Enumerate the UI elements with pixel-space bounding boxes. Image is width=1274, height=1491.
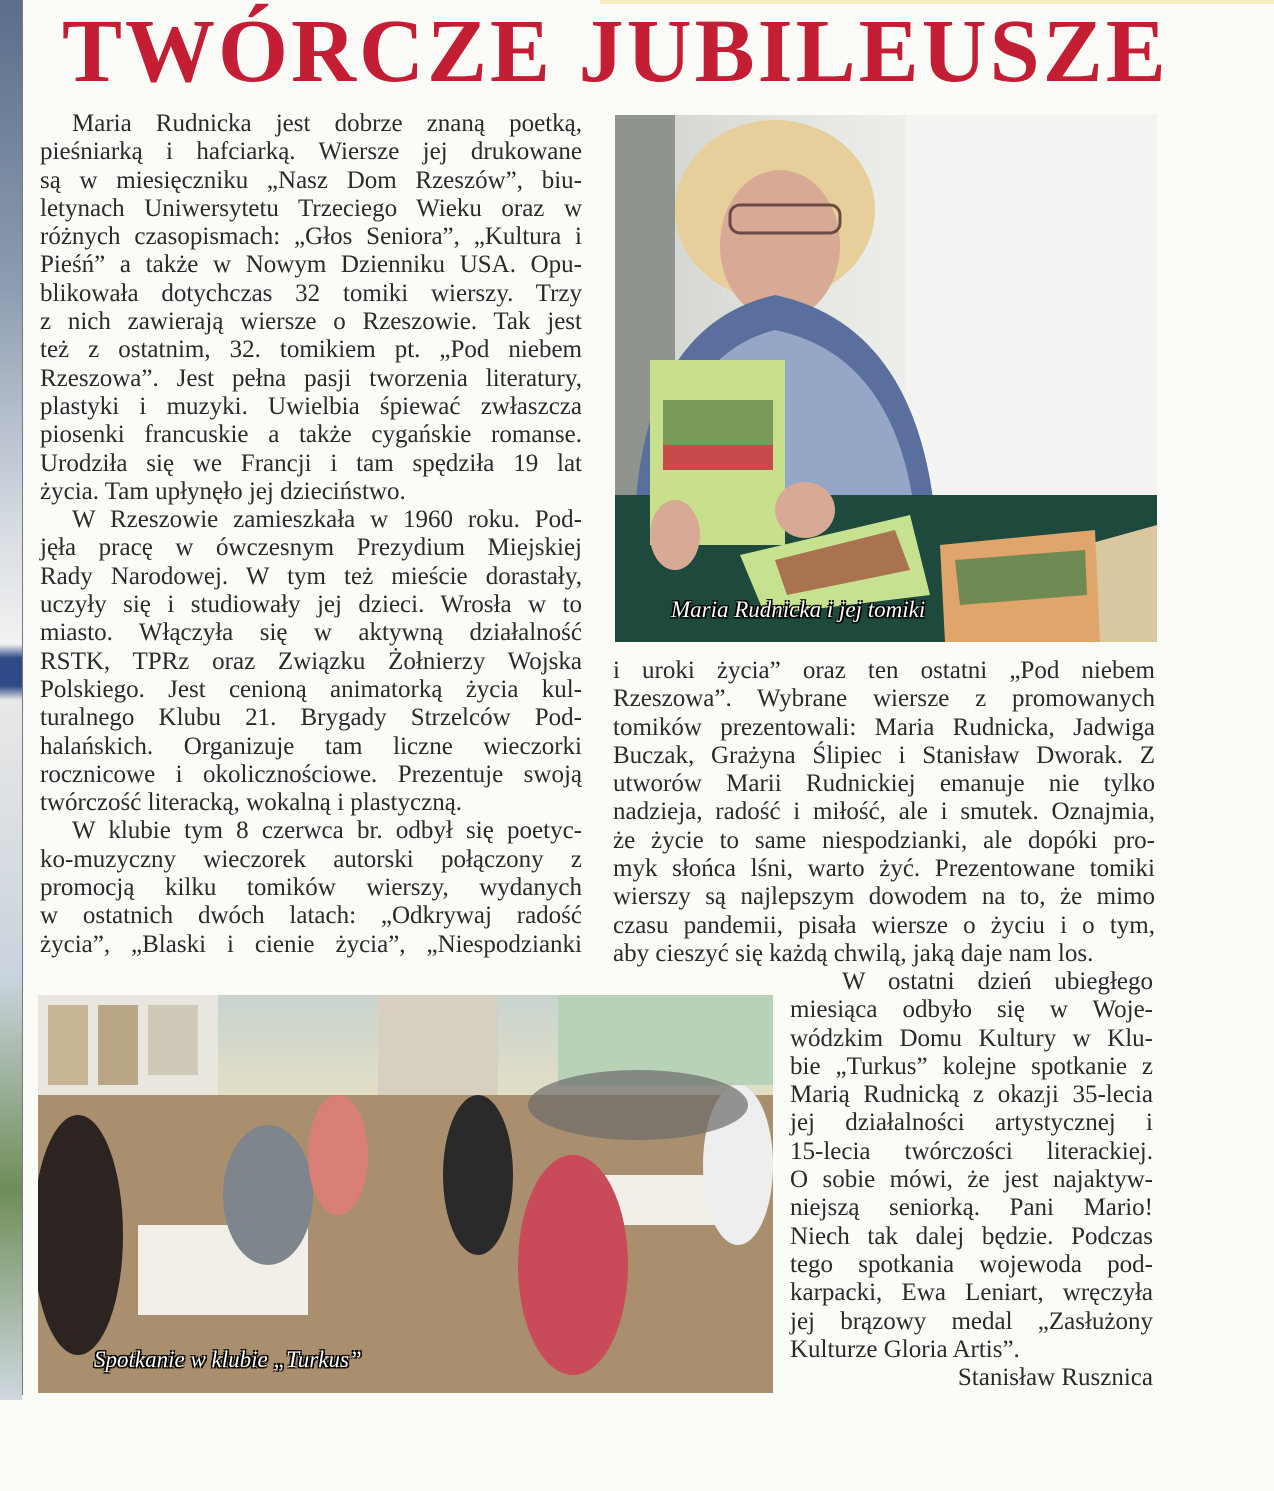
text-line: tego spotkania wojewoda pod- <box>790 1250 1153 1278</box>
text-line: w ostatnich dwóch latach: „Odkrywaj radość <box>40 902 582 930</box>
text-line: Rzeszowa”. Wybrane wiersze z promowanych <box>613 685 1155 713</box>
text-column-middle <box>613 657 1155 968</box>
text-line: życia. Tam upłynęło jej dzieciństwo. <box>40 477 406 505</box>
text-line: jej działalności artystycznej i <box>790 1109 1153 1137</box>
text-column-right <box>790 968 1153 1364</box>
author-name: Stanisław Rusznica <box>957 1364 1153 1391</box>
text-line: W Rzeszowie zamieszkała w 1960 roku. Pod- <box>72 506 582 534</box>
text-line: Polskiego. Jest cenioną animatorką życia kul- <box>40 675 582 703</box>
text-line: Maria Rudnicka jest dobrze znaną poetką, <box>72 110 582 137</box>
text-line: miesiąca odbyło się w Woje- <box>790 996 1153 1024</box>
text-line: życia”, „Blaski i cienie życia”, „Niespodzianki <box>40 930 582 958</box>
text-line: turalnego Klubu 21. Brygady Strzelców Pod- <box>40 704 582 732</box>
text-line: tomików prezentowali: Maria Rudnicka, Jadwiga <box>613 713 1155 741</box>
text-line: O sobie mówi, że jest najaktyw- <box>790 1166 1153 1194</box>
text-line: Marią Rudnicką z okazji 35-lecia <box>790 1081 1153 1109</box>
photo-caption: Spotkanie w klubie „Turkus” <box>94 1347 362 1372</box>
text-line: są w miesięczniku „Nasz Dom Rzeszów”, biu- <box>40 166 582 194</box>
text-line: RSTK, TPRz oraz Związku Żołnierzy Wojska <box>40 647 582 675</box>
text-line: z nich zawierają wiersze o Rzeszowie. Tak jest <box>40 308 582 336</box>
text-line: niejszą seniorką. Pani Mario! <box>790 1194 1153 1222</box>
text-line: utworów Marii Rudnickiej emanuje nie tylko <box>613 770 1155 798</box>
text-line: Rzeszowa”. Jest pełna pasji tworzenia literatury, <box>40 364 582 392</box>
text-line: myk słońca lśni, warto żyć. Prezentowane tomiki <box>613 855 1155 883</box>
text-line: ko-muzyczny wieczorek autorski połączony z <box>40 845 582 873</box>
text-line: miasto. Włączyła się w aktywną działalność <box>40 619 582 647</box>
text-line: halańskich. Organizuje tam liczne wieczorki <box>40 732 582 760</box>
text-line: aby cieszyć się każdą chwilą, jaką daje nam los. <box>613 939 1094 967</box>
text-line: wódzkim Domu Kultury w Klu- <box>790 1024 1153 1052</box>
text-line: promocją kilku tomików wierszy, wydanych <box>40 874 582 902</box>
text-line: jęła pracę w ówczesnym Prezydium Miejskiej <box>40 534 582 562</box>
photo-illustration <box>615 115 1157 642</box>
text-line: że życie to same niespodzianki, ale dopóki pro- <box>613 826 1155 854</box>
text-line: W klubie tym 8 czerwca br. odbył się poetyc- <box>72 817 582 845</box>
text-line: nadzieja, radość i miłość, ale i smutek. Oznajmia, <box>613 798 1155 826</box>
text-line: bie „Turkus” kolejne spotkanie z <box>790 1052 1153 1080</box>
text-line: uczyły się i studiowały jej dzieci. Wrosła w to <box>40 591 582 619</box>
text-line: różnych czasopismach: „Głos Seniora”, „Kultura i <box>40 223 582 251</box>
adjacent-page-edge <box>0 0 22 1400</box>
text-line: plastyki i muzyki. Uwielbia śpiewać zwłaszcza <box>40 392 582 420</box>
photo-maria-rudnicka <box>615 115 1157 642</box>
photo-meeting-turkus-club <box>38 995 773 1393</box>
text-line: Kulturze Gloria Artis”. <box>790 1335 1020 1363</box>
photo-illustration <box>38 995 773 1393</box>
text-line: też z ostatnim, 32. tomikiem pt. „Pod niebem <box>40 336 582 364</box>
text-line: 15-lecia twórczości literackiej. <box>790 1137 1153 1165</box>
text-line: W ostatni dzień ubiegłego <box>842 968 1153 995</box>
text-line: twórczość literacką, wokalną i plastyczną. <box>40 789 463 817</box>
text-line: karpacki, Ewa Leniart, wręczyła <box>790 1279 1153 1307</box>
article-title: TWÓRCZE JUBILEUSZE <box>62 2 1169 101</box>
text-line: pieśniarką i hafciarką. Wiersze jej drukowane <box>40 138 582 166</box>
text-line: Buczak, Grażyna Ślipiec i Stanisław Dworak. Z <box>613 741 1155 769</box>
text-line: Urodziła się we Francji i tam spędziła 19 lat <box>40 449 582 477</box>
author-signature <box>790 1364 1153 1392</box>
text-line: wierszy są najlepszym dowodem na to, że mimo <box>613 883 1155 911</box>
text-line: Rady Narodowej. W tym też mieście dorastały, <box>40 562 582 590</box>
text-line: blikowała dotychczas 32 tomiki wierszy. Trzy <box>40 279 582 307</box>
page-fold-line <box>22 0 23 1395</box>
text-line: piosenki francuskie a także cygańskie romanse. <box>40 421 582 449</box>
text-line: czasu pandemii, pisała wiersze o życiu i o tym, <box>613 911 1155 939</box>
text-line: rocznicowe i okolicznościowe. Prezentuje swoją <box>40 760 582 788</box>
text-column-left <box>40 110 582 959</box>
text-line: Niech tak dalej będzie. Podczas <box>790 1222 1153 1250</box>
text-line: i uroki życia” oraz ten ostatni „Pod niebem <box>613 657 1155 684</box>
photo-caption: Maria Rudnicka i jej tomiki <box>671 597 926 622</box>
text-line: Pieśń” a także w Nowym Dzienniku USA. Opu- <box>40 251 582 279</box>
text-line: letynach Uniwersytetu Trzeciego Wieku oraz w <box>40 194 582 222</box>
text-line: jej brązowy medal „Zasłużony <box>790 1307 1153 1335</box>
